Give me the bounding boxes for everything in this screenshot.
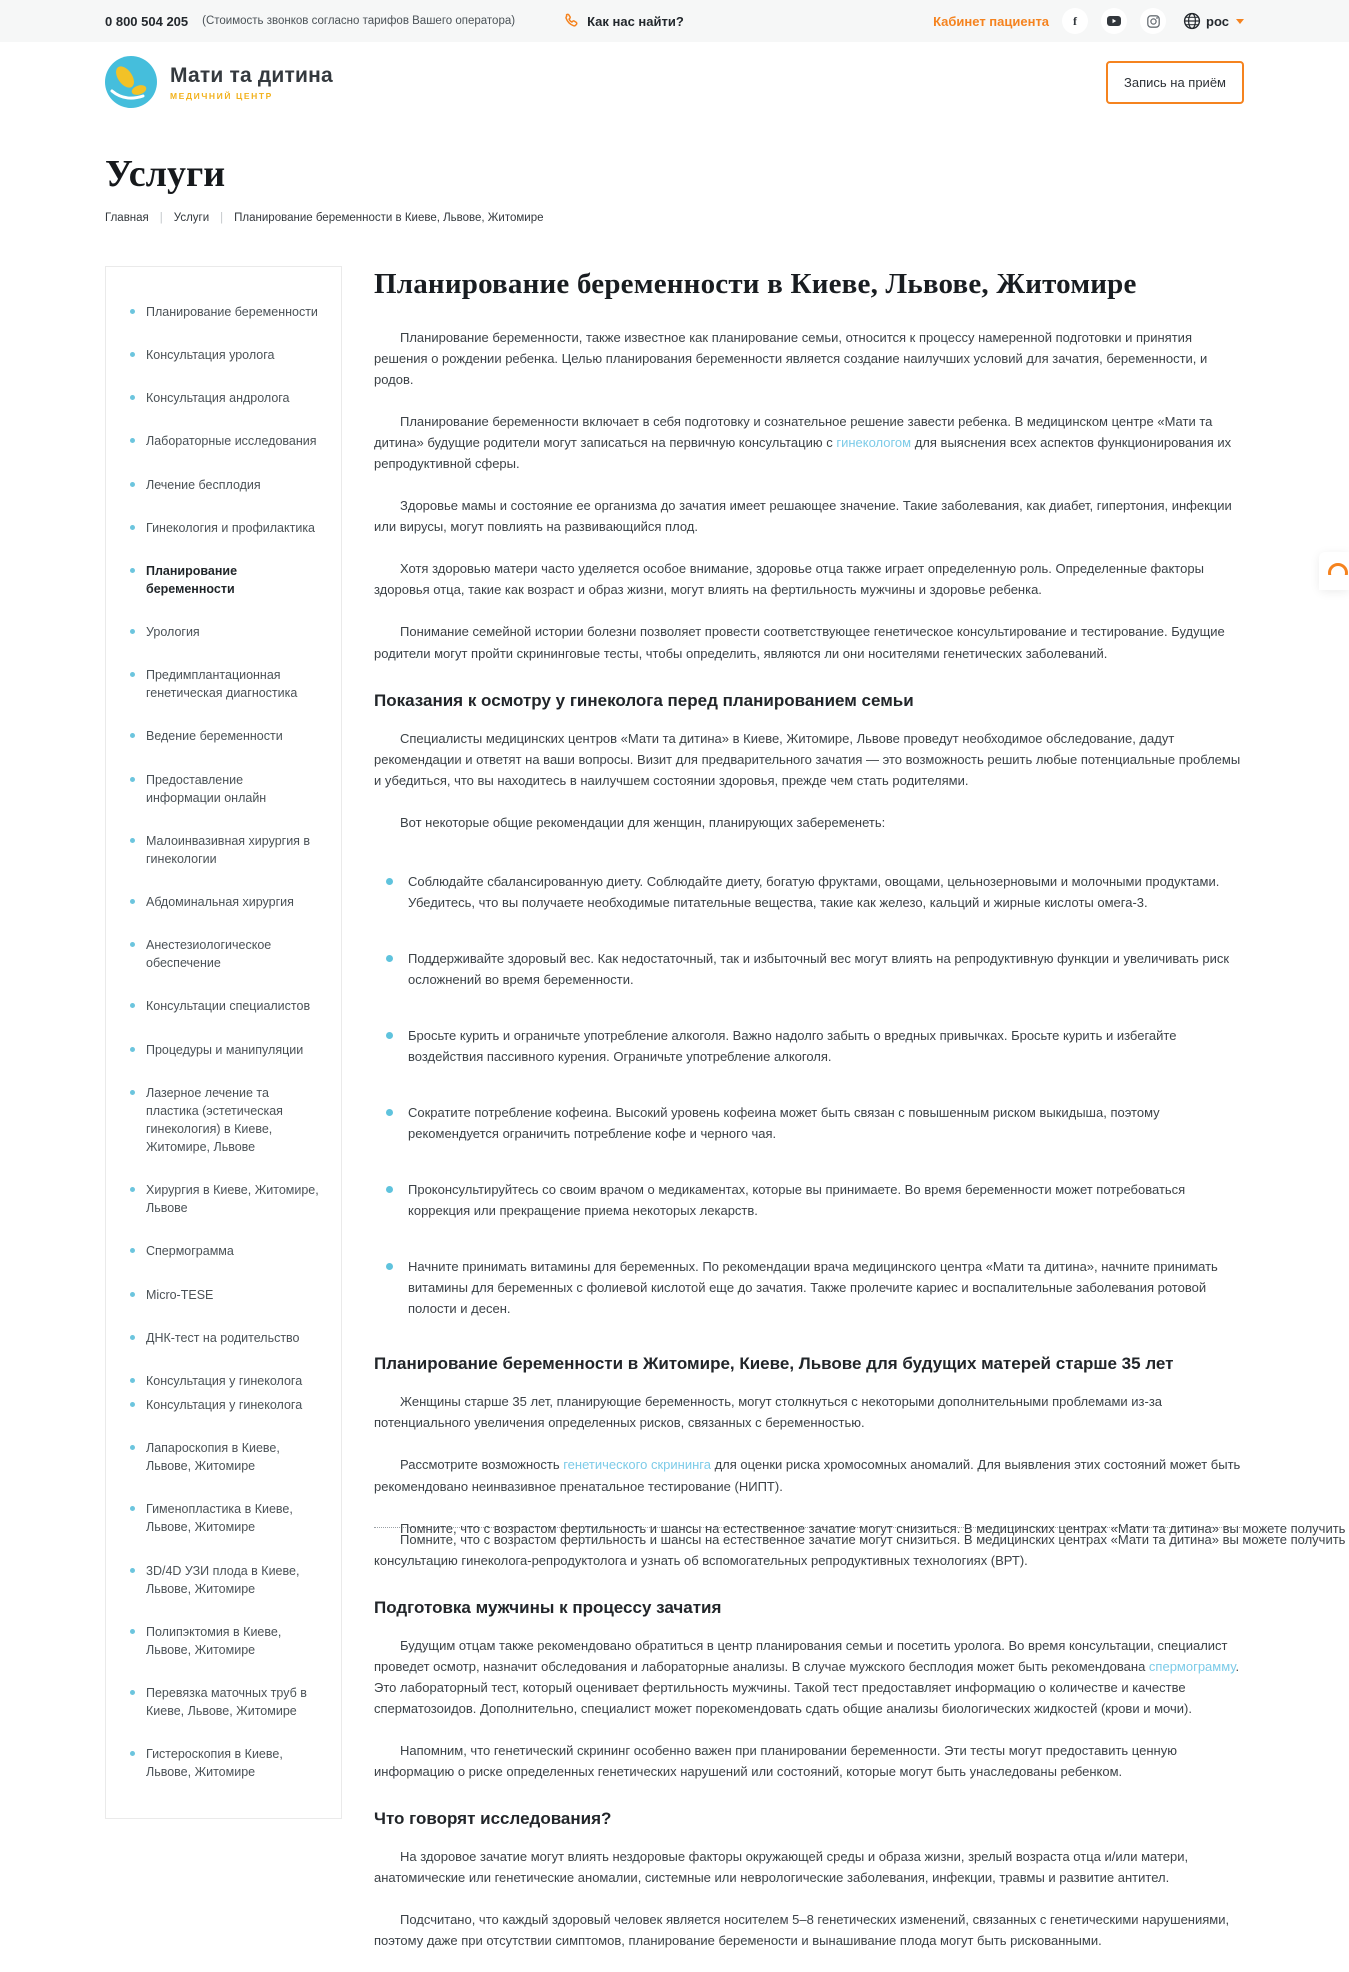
facebook-icon[interactable]: f xyxy=(1062,8,1088,34)
find-us-label: Как нас найти? xyxy=(587,13,684,29)
phone-icon xyxy=(563,13,579,29)
bullet-icon xyxy=(386,878,393,885)
sidebar-item[interactable] xyxy=(130,666,321,702)
breadcrumb-separator: | xyxy=(159,212,163,224)
sidebar-item[interactable] xyxy=(130,1500,321,1536)
header xyxy=(0,42,1349,126)
sidebar-item[interactable] xyxy=(130,771,321,807)
paragraph xyxy=(374,1635,1244,1719)
paragraph: Женщины старше 35 лет, планирующие беременность, могут столкнуться с некоторыми дополнительными проблемами из-за потенциального увеличения определенных рисков, связанных с беременностью. xyxy=(374,1394,1163,1431)
sidebar-item[interactable] xyxy=(130,432,321,450)
logo[interactable] xyxy=(105,56,333,108)
sidebar-item-label: Процедуры и манипуляции xyxy=(146,1042,304,1057)
bullet-icon xyxy=(386,1186,393,1193)
sidebar-item-label: Консультация у гинеколога xyxy=(146,1373,303,1388)
bullet-icon xyxy=(130,1629,135,1634)
recommendations-list xyxy=(374,871,1244,1320)
bullet-icon xyxy=(130,899,135,904)
sidebar-item[interactable] xyxy=(130,389,321,407)
section-heading: Планирование беременности в Житомире, Киеве, Львове для будущих матерей старше 35 лет xyxy=(374,1354,1174,1374)
paragraph: Хотя здоровью матери часто уделяется особое внимание, здоровье отца также играет определенную роль. Определенные факторы здоровья отца, такие как возраст и образ жизни, могут влиять на фертильность мужчины и здоровье ребенка. xyxy=(374,561,1204,598)
sidebar-item-label: Малоинвазивная хирургия в гинекологии xyxy=(146,833,311,866)
instagram-icon[interactable] xyxy=(1140,8,1166,34)
sidebar-item[interactable] xyxy=(130,832,321,868)
sidebar-item[interactable] xyxy=(130,1181,321,1217)
sidebar-item-label: Micro-TESE xyxy=(146,1287,214,1302)
breadcrumb-home[interactable]: Главная xyxy=(105,212,149,224)
sidebar-item-label: 3D/4D УЗИ плода в Киеве, Львове, Житомире xyxy=(146,1563,300,1596)
sidebar-item-label: Гименопластика в Киеве, Львове, Житомире xyxy=(146,1502,293,1535)
bullet-icon xyxy=(130,942,135,947)
list-item xyxy=(374,1256,1244,1319)
sidebar-item[interactable] xyxy=(130,893,321,911)
breadcrumb-services[interactable]: Услуги xyxy=(173,212,210,224)
list-item-text: Начните принимать витамины для беременных. По рекомендации врача медицинского центра «Мати та дитина», начните принимать витамины для беременных с фолиевой кислотой еще до зачатия. Также пролечите кариес и воспалительные заболевания ротовой полости и десен. xyxy=(408,1259,1218,1317)
phone-number[interactable]: 0 800 504 205 xyxy=(105,13,189,29)
paragraph: Подсчитано, что каждый здоровый человек является носителем 5–8 генетических изменений, связанных с генетическими нарушениями, поэтому даже при отсутствии симптомов, планирование беремености и вынашивание плода могут быть рискованными. xyxy=(374,1912,1230,1949)
sidebar-item[interactable] xyxy=(130,1372,321,1390)
section-heading: Что говорят исследования? xyxy=(374,1808,612,1828)
chevron-down-icon xyxy=(1236,19,1244,24)
sidebar-item-label: Лапароскопия в Киеве, Львове, Житомире xyxy=(146,1441,280,1474)
breadcrumb-current: Планирование беременности в Киеве, Львове, Житомире xyxy=(234,212,544,224)
sidebar-item[interactable] xyxy=(130,1745,321,1781)
paragraph: На здоровое зачатие могут влиять нездоровые факторы окружающей среды и образа жизни, зрелый возраста отца и/или матери, анатомические или генетические аномалии, системные или неврологические заболевания, инфекции, травмы и развитие антител. xyxy=(374,1848,1189,1886)
bullet-icon xyxy=(386,1263,393,1270)
paragraph-text: Планирование беременности включает в себя подготовку и сознательное решение завести ребенка. В медицинском центре «Мати та дитина» будущие родители могут записаться на первичную консультацию с xyxy=(374,414,1213,451)
bullet-icon xyxy=(130,1187,135,1192)
page-title: Услуги xyxy=(105,153,226,195)
logo-title: Мати та дитина xyxy=(170,63,333,87)
bullet-icon xyxy=(130,1378,135,1383)
sidebar-item[interactable] xyxy=(130,1396,321,1414)
sidebar-item-label: Предоставление информации онлайн xyxy=(146,772,267,805)
paragraph xyxy=(374,1454,1244,1496)
sidebar-item[interactable] xyxy=(130,476,321,494)
bullet-icon xyxy=(130,1292,135,1297)
sidebar-item-label: Полипэктомия в Киеве, Львове, Житомире xyxy=(146,1624,282,1657)
bullet-icon xyxy=(130,629,135,634)
bullet-icon xyxy=(130,1335,135,1340)
bullet-icon xyxy=(386,1032,393,1039)
paragraph: Планирование беременности, также известное как планирование семьи, относится к процессу намеренной подготовки и принятия решения о рождении ребенка. Целью планирования беременности является создание наилучших условий для зачатия, беременности, и родов. xyxy=(374,330,1208,388)
sidebar-item-label: Лечение бесплодия xyxy=(146,477,261,492)
chat-widget[interactable] xyxy=(1319,552,1349,590)
bullet-icon xyxy=(386,1109,393,1116)
bullet-icon xyxy=(130,525,135,530)
bullet-icon xyxy=(130,1047,135,1052)
sidebar-item[interactable] xyxy=(130,519,321,537)
paragraph-text: Помните, что с возрастом фертильность и шансы на естественное зачатие могут снизиться. В медицинских центрах «Мати та дитина» вы можете получить xyxy=(400,1520,1346,1536)
bullet-icon xyxy=(130,352,135,357)
bullet-icon xyxy=(130,1568,135,1573)
logo-subtitle: МЕДИЧНИЙ ЦЕНТР xyxy=(170,90,273,101)
sidebar-item[interactable] xyxy=(130,1242,321,1260)
topbar xyxy=(0,0,1349,42)
bullet-icon xyxy=(130,568,135,573)
sidebar-item-label: Консультации специалистов xyxy=(146,999,311,1014)
paragraph-text: для выяснения всех аспектов функционирования их репродуктивной сферы. xyxy=(374,435,1232,472)
list-item-text: Поддерживайте здоровый вес. Как недостаточный, так и избыточный вес могут влиять на репродуктивную функции и увеличивать риск осложнений во время беременности. xyxy=(408,950,1230,987)
genetic-screening-link[interactable]: генетического скрининга xyxy=(563,1457,711,1473)
sidebar-item[interactable] xyxy=(130,1286,321,1304)
appointment-button[interactable]: Запись на приём xyxy=(1106,61,1244,104)
bullet-icon xyxy=(130,1248,135,1253)
paragraph-text: консультацию гинеколога-репродуктолога и узнать об вспомогательных репродуктивных технологиях (ВРТ). xyxy=(374,1552,1028,1568)
paragraph-text: . Это лабораторный тест, который оценивает фертильность мужчины. Такой тест предоставляет информацию о количестве и качестве сперматозоидов. Дополнительно, специалист может порекомендовать сдать общие анализы биологических жидкостей (крови и мочи). xyxy=(374,1658,1240,1716)
globe-icon xyxy=(1183,12,1201,30)
paragraph-text: Будущим отцам также рекомендовано обратиться в центр планирования семьи и посетить уролога. Во время консультации, специалист проведет осмотр, назначит обследования и лабораторные анализы. В случае мужского бесплодия может быть рекомендована xyxy=(374,1637,1228,1674)
sidebar-item[interactable] xyxy=(130,727,321,745)
sidebar-item[interactable] xyxy=(130,1684,321,1720)
sidebar-item[interactable] xyxy=(130,346,321,364)
article-title: Планирование беременности в Киеве, Львове, Житомире xyxy=(374,268,1137,300)
sidebar-item-label: Спермограмма xyxy=(146,1244,234,1259)
sidebar-item[interactable] xyxy=(130,562,321,598)
sidebar-item-label: Предимплантационная генетическая диагностика xyxy=(146,668,298,701)
paragraph-text: для оценки риска хромосомных аномалий. Для выявления этих состояний может быть рекомендовано неинвазивное пренатальное тестирование (НИПТ). xyxy=(374,1457,1241,1494)
sidebar-item[interactable] xyxy=(130,303,321,321)
paragraph: Напомним, что генетический скрининг особенно важен при планировании беременности. Эти тесты могут предоставить ценную информацию о риске определенных генетических нарушений или состояний, которые могут быть унаследованы ребенком. xyxy=(374,1742,1177,1779)
bullet-icon xyxy=(130,838,135,843)
sidebar-item-label: Гистероскопия в Киеве, Львове, Житомире xyxy=(146,1747,283,1780)
sidebar-item-label: Планирование беременности xyxy=(146,305,318,319)
patient-cabinet-link[interactable]: Кабинет пациента xyxy=(933,13,1050,29)
language-selector[interactable] xyxy=(1183,12,1244,30)
gynecologist-link[interactable]: гинекологом xyxy=(836,435,912,451)
sidebar-item-label: Гинекология и профилактика xyxy=(146,520,316,535)
sidebar-item[interactable] xyxy=(130,1439,321,1475)
paragraph: Здоровье мамы и состояние ее организма до зачатия имеет решающее значение. Такие заболевания, как диабет, гипертония, инфекции или вирусы, могут повлиять на развивающийся плод. xyxy=(374,498,1232,535)
paragraph-text-ghost: Помните, что с возрастом фертильность и шансы на естественное зачатие могут снизиться. В медицинских центрах «Мати та дитина» вы можете получить xyxy=(374,1527,1244,1550)
breadcrumb xyxy=(105,212,1244,224)
article xyxy=(374,266,1346,1972)
sidebar-item[interactable] xyxy=(130,1329,321,1347)
sidebar-item-label: Консультация у гинеколога xyxy=(146,1397,303,1412)
bullet-icon xyxy=(130,1003,135,1008)
paragraph: Вот некоторые общие рекомендации для женщин, планирующих забеременеть: xyxy=(400,814,886,830)
list-item-text: Соблюдайте сбалансированную диету. Соблюдайте диету, богатую фруктами, овощами, цельнозерновыми и молочными продуктами. Убедитесь, что вы получаете необходимые питательные вещества, такие как железо, кальций и жирные кислоты омега-3. xyxy=(408,873,1220,910)
list-item xyxy=(374,871,1244,913)
paragraph-ghost-overlap xyxy=(374,1518,1346,1571)
paragraph: Понимание семейной истории болезни позволяет провести соответствующее генетическое консультирование и тестирование. Будущие родители могут пройти скрининговые тесты, чтобы определить, являются ли они носителями генетических заболеваний. xyxy=(374,624,1225,661)
bullet-icon xyxy=(130,777,135,782)
youtube-icon[interactable] xyxy=(1101,8,1127,34)
bullet-icon xyxy=(130,1402,135,1407)
sidebar-item-label: Планирование беременности xyxy=(146,563,238,596)
sidebar-item-label: Анестезиологическое обеспечение xyxy=(146,938,272,971)
bullet-icon xyxy=(130,309,135,314)
list-item-text: Бросьте курить и ограничьте употребление алкоголя. Важно надолго забыть о вредных привычках. Бросьте курить и избегайте воздействия пассивного курения. Ограничьте употребление алкоголя. xyxy=(408,1027,1177,1064)
paragraph-text: Рассмотрите возможность xyxy=(400,1457,564,1473)
sidebar-item-label: Лазерное лечение та пластика (эстетическая гинекология) в Киеве, Житомире, Львове xyxy=(146,1085,283,1154)
section-heading: Подготовка мужчины к процессу зачатия xyxy=(374,1597,722,1617)
bullet-icon xyxy=(130,1445,135,1450)
list-item xyxy=(374,948,1244,990)
sidebar-item[interactable] xyxy=(130,1623,321,1659)
sidebar-item-label: Урология xyxy=(146,625,200,639)
sidebar-item-label: Перевязка маточных труб в Киеве, Львове, Житомире xyxy=(146,1686,307,1719)
bullet-icon xyxy=(130,1506,135,1511)
bullet-icon xyxy=(386,955,393,962)
section-heading: Показания к осмотру у гинеколога перед планированием семьи xyxy=(374,690,914,710)
paragraph xyxy=(374,411,1244,474)
sidebar-item-label: Хирургия в Киеве, Житомире, Львове xyxy=(146,1183,319,1216)
find-us-link[interactable] xyxy=(563,13,684,29)
bullet-icon xyxy=(130,1090,135,1095)
sidebar-item[interactable] xyxy=(130,1084,321,1157)
bullet-icon xyxy=(130,482,135,487)
sidebar-item-label: Лабораторные исследования xyxy=(146,434,317,449)
sidebar-item-label: Консультация андролога xyxy=(146,391,290,406)
paragraph: Специалисты медицинских центров «Мати та дитина» в Киеве, Житомире, Львове проведут необходимое обследование, дадут рекомендации и ответят на ваши вопросы. Визит для предварительного зачатия — это возможность решить любые потенциальные проблемы и убедиться, что вы находитесь в наилучшем состоянии здоровья, прежде чем стать родителями. xyxy=(374,730,1241,788)
list-item-text: Сократите потребление кофеина. Высокий уровень кофеина может быть связан с повышенным риском выкидыша, поэтому рекомендуется ограничить потребление кофе и черного чая. xyxy=(408,1105,1160,1142)
list-item xyxy=(374,1102,1244,1144)
sidebar-item[interactable] xyxy=(130,997,321,1015)
chat-widget-icon xyxy=(1328,563,1348,583)
logo-icon xyxy=(105,56,157,108)
sidebar-item[interactable] xyxy=(130,1562,321,1598)
bullet-icon xyxy=(130,1690,135,1695)
bullet-icon xyxy=(130,1751,135,1756)
list-item xyxy=(374,1179,1244,1221)
list-item-text: Проконсультируйтесь со своим врачом о медикаментах, которые вы принимаете. Во время беременности может потребоваться коррекция или прекращение приема некоторых лекарств. xyxy=(408,1182,1186,1219)
list-item xyxy=(374,1025,1244,1067)
sidebar-item-label: ДНК-тест на родительство xyxy=(146,1330,300,1345)
phone-note: (Стоимость звонков согласно тарифов Вашего оператора) xyxy=(202,15,516,27)
breadcrumb-separator: | xyxy=(220,212,224,224)
sidebar-item[interactable] xyxy=(130,623,321,641)
sidebar-item-label: Консультация уролога xyxy=(146,348,275,363)
bullet-icon xyxy=(130,672,135,677)
bullet-icon xyxy=(130,733,135,738)
sidebar-item-label: Ведение беременности xyxy=(146,729,283,744)
sidebar-item[interactable] xyxy=(130,1041,321,1059)
bullet-icon xyxy=(130,438,135,443)
services-sidebar xyxy=(105,266,342,1819)
bullet-icon xyxy=(130,395,135,400)
sidebar-item-label: Абдоминальная хирургия xyxy=(146,895,294,909)
spermogram-link[interactable]: спермограмму xyxy=(1148,1658,1236,1674)
language-label: рос xyxy=(1206,13,1229,29)
sidebar-item[interactable] xyxy=(130,936,321,972)
